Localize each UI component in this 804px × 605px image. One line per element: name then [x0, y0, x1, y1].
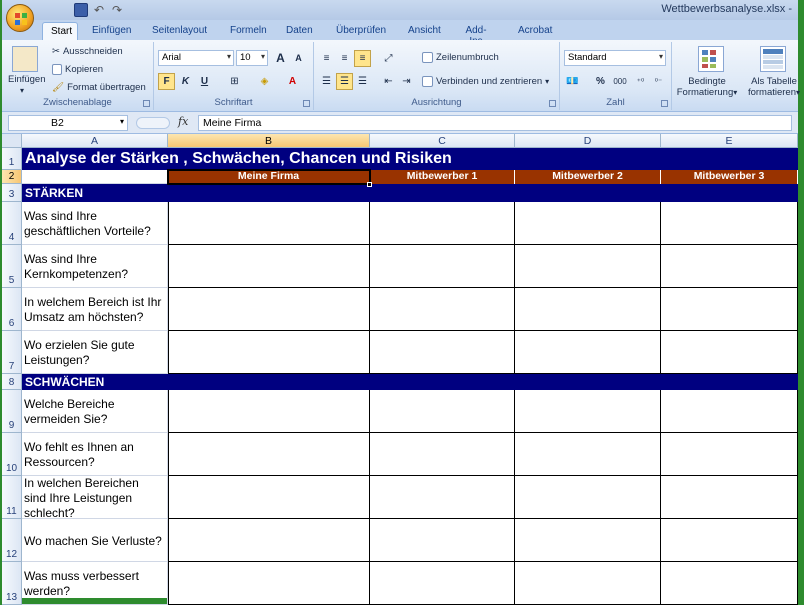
data-cell[interactable]: [661, 519, 798, 562]
merge-center-button[interactable]: Verbinden und zentrieren ▾: [422, 76, 549, 87]
row-header-2[interactable]: 2: [2, 170, 22, 184]
data-cell[interactable]: [661, 245, 798, 288]
chevron-down-icon: ▾: [658, 52, 663, 61]
data-cell[interactable]: [661, 331, 798, 374]
question-cell[interactable]: Was sind Ihre Kernkompetenzen?: [22, 245, 168, 288]
align-bottom-icon[interactable]: ≡: [354, 50, 371, 67]
data-cell[interactable]: [370, 390, 515, 433]
align-left-icon[interactable]: ☰: [322, 76, 331, 87]
underline-button[interactable]: U: [200, 76, 209, 87]
align-middle-icon[interactable]: ≡: [341, 53, 348, 64]
name-box[interactable]: B2 ▾: [8, 115, 128, 131]
data-cell[interactable]: [168, 433, 370, 476]
cut-button[interactable]: ✂ Ausschneiden: [52, 46, 123, 57]
font-size-select[interactable]: 10 ▾: [236, 50, 268, 66]
data-cell[interactable]: [370, 519, 515, 562]
data-cell[interactable]: [515, 288, 661, 331]
data-cell[interactable]: [370, 433, 515, 476]
group-alignment: [314, 42, 560, 110]
copy-button[interactable]: Kopieren: [52, 64, 103, 75]
question-cell[interactable]: In welchen Bereichen sind Ihre Leistungen schlecht?: [22, 476, 168, 519]
select-all-corner[interactable]: [2, 134, 22, 148]
group-styles: [672, 42, 801, 110]
wrap-text-button[interactable]: Zeilenumbruch: [422, 52, 499, 63]
bold-button[interactable]: F: [158, 73, 175, 90]
grow-font-button[interactable]: A: [276, 51, 285, 65]
data-cell[interactable]: [515, 433, 661, 476]
office-button[interactable]: [6, 4, 34, 32]
row-header-6[interactable]: 6: [2, 288, 22, 331]
chevron-down-icon: ▾: [260, 52, 265, 61]
data-cell[interactable]: [168, 288, 370, 331]
alignment-group-label: Ausrichtung: [411, 97, 462, 108]
column-header-c[interactable]: C: [370, 134, 515, 148]
format-as-table-icon: [760, 46, 786, 72]
data-cell[interactable]: [370, 202, 515, 245]
conditional-formatting-icon: [698, 46, 724, 72]
decrease-decimal-icon[interactable]: ⁰⁻: [654, 77, 663, 86]
data-cell[interactable]: [168, 331, 370, 374]
conditional-formatting-button[interactable]: Bedingte Formatierung▾: [676, 76, 738, 98]
align-top-icon[interactable]: ≡: [323, 53, 330, 64]
data-cell[interactable]: [168, 245, 370, 288]
merge-icon: [422, 76, 433, 87]
save-icon[interactable]: [74, 3, 88, 17]
data-cell[interactable]: [168, 519, 370, 562]
section-weaknesses[interactable]: SCHWÄCHEN: [22, 374, 798, 390]
redo-icon[interactable]: ↷: [111, 3, 123, 17]
tab-ansicht[interactable]: Ansicht: [408, 25, 441, 36]
thousands-button[interactable]: 000: [613, 77, 627, 86]
data-cell[interactable]: [515, 476, 661, 519]
tab-acrobat[interactable]: Acrobat: [518, 25, 553, 36]
format-painter-button[interactable]: 🖌 Format übertragen: [52, 82, 146, 93]
group-font: [154, 42, 314, 110]
cell-selection: [167, 169, 371, 185]
header-mitbewerber-1[interactable]: Mitbewerber 1: [370, 170, 515, 184]
row-header-7[interactable]: 7: [2, 331, 22, 374]
table-icon: [761, 47, 785, 71]
window-title: Wettbewerbsanalyse.xlsx -: [661, 3, 792, 15]
question-cell[interactable]: Wo machen Sie Verluste?: [22, 519, 168, 562]
currency-icon[interactable]: 💶: [566, 76, 579, 87]
fill-color-icon[interactable]: ◈: [260, 76, 269, 87]
increase-decimal-icon[interactable]: ⁺⁰: [636, 77, 645, 86]
number-group-label: Zahl: [606, 97, 625, 108]
row-header-12[interactable]: 12: [2, 519, 22, 562]
align-right-icon[interactable]: ☰: [358, 76, 367, 87]
data-cell[interactable]: [168, 390, 370, 433]
fill-handle[interactable]: [367, 182, 372, 187]
data-cell[interactable]: [168, 562, 370, 605]
paste-button[interactable]: Einfügen: [8, 74, 46, 85]
number-launcher-icon[interactable]: [661, 100, 668, 107]
number-format-select[interactable]: Standard ▾: [564, 50, 666, 66]
data-cell[interactable]: [515, 390, 661, 433]
question-cell[interactable]: Welche Bereiche vermeiden Sie?: [22, 390, 168, 433]
row-header-11[interactable]: 11: [2, 476, 22, 519]
group-number: [560, 42, 672, 110]
question-cell[interactable]: Wo fehlt es Ihnen an Ressourcen?: [22, 433, 168, 476]
question-cell[interactable]: Was muss verbessert werden?: [22, 562, 168, 605]
chevron-down-icon: ▾: [226, 52, 231, 61]
cell-a2[interactable]: [22, 170, 168, 184]
section-strengths[interactable]: STÄRKEN: [22, 184, 798, 202]
grid-icon: [699, 47, 723, 71]
column-header-d[interactable]: D: [515, 134, 661, 148]
align-center-icon[interactable]: ☰: [336, 73, 353, 90]
tab-daten[interactable]: Daten: [286, 25, 313, 36]
column-header-b[interactable]: B: [168, 134, 370, 148]
formula-splitter[interactable]: [136, 117, 170, 129]
question-cell[interactable]: Was sind Ihre geschäftlichen Vorteile?: [22, 202, 168, 245]
formula-bar: [2, 112, 798, 134]
row-header-10[interactable]: 10: [2, 433, 22, 476]
column-header-a[interactable]: A: [22, 134, 168, 148]
wrap-text-icon: [422, 52, 433, 63]
spreadsheet-grid: [2, 134, 798, 603]
tab-ueberpruefen[interactable]: Überprüfen: [336, 25, 387, 36]
ribbon: [2, 40, 801, 112]
data-cell[interactable]: [515, 245, 661, 288]
percent-button[interactable]: %: [596, 76, 605, 87]
question-cell[interactable]: In welchem Bereich ist Ihr Umsatz am höchsten?: [22, 288, 168, 331]
tab-formeln[interactable]: Formeln: [230, 25, 267, 36]
scissors-icon: ✂: [52, 46, 60, 57]
question-cell[interactable]: Wo erzielen Sie gute Leistungen?: [22, 331, 168, 374]
row-header-9[interactable]: 9: [2, 390, 22, 433]
quick-access-toolbar: [40, 3, 124, 17]
italic-button[interactable]: K: [181, 76, 190, 87]
data-cell[interactable]: [168, 476, 370, 519]
header-mitbewerber-3[interactable]: Mitbewerber 3: [661, 170, 798, 184]
paste-dropdown-icon[interactable]: ▾: [20, 86, 25, 95]
data-cell[interactable]: [661, 390, 798, 433]
tab-start[interactable]: Start: [42, 22, 78, 40]
excel-window: [2, 0, 801, 603]
font-name-select[interactable]: Arial ▾: [158, 50, 234, 66]
data-cell[interactable]: [515, 202, 661, 245]
data-cell[interactable]: [661, 288, 798, 331]
data-cell[interactable]: [661, 476, 798, 519]
header-meine-firma[interactable]: Meine Firma: [168, 170, 370, 184]
tab-einfuegen[interactable]: Einfügen: [92, 25, 132, 36]
font-group-label: Schriftart: [214, 97, 253, 108]
data-cell[interactable]: [370, 562, 515, 605]
brush-icon: 🖌: [52, 82, 65, 93]
alignment-launcher-icon[interactable]: [549, 100, 556, 107]
font-color-icon[interactable]: A: [288, 76, 297, 87]
data-cell[interactable]: [661, 202, 798, 245]
row-header-3[interactable]: 3: [2, 184, 22, 202]
data-cell[interactable]: [370, 288, 515, 331]
row-header-4[interactable]: 4: [2, 202, 22, 245]
row-header-1[interactable]: 1: [2, 148, 22, 170]
formula-input[interactable]: Meine Firma: [198, 115, 792, 131]
clipboard-launcher-icon[interactable]: [143, 100, 150, 107]
data-cell[interactable]: [168, 202, 370, 245]
row-header-13[interactable]: 13: [2, 562, 22, 605]
group-clipboard: [2, 42, 154, 110]
row-header-8[interactable]: 8: [2, 374, 22, 390]
tab-addins[interactable]: Add-: [465, 25, 487, 36]
chevron-down-icon: ▾: [119, 117, 124, 126]
data-cell[interactable]: [661, 433, 798, 476]
row-header-5[interactable]: 5: [2, 245, 22, 288]
header-mitbewerber-2[interactable]: Mitbewerber 2: [515, 170, 661, 184]
ribbon-tabs: [2, 20, 798, 40]
shrink-font-button[interactable]: A: [295, 53, 302, 63]
data-cell[interactable]: [370, 476, 515, 519]
increase-indent-icon[interactable]: ⇥: [402, 76, 411, 87]
orientation-icon[interactable]: ⤢: [384, 53, 393, 64]
column-header-e[interactable]: E: [661, 134, 798, 148]
data-cell[interactable]: [370, 245, 515, 288]
data-cell[interactable]: [515, 519, 661, 562]
title-bar: [2, 0, 798, 20]
chevron-down-icon: ▾: [545, 77, 550, 86]
office-logo-icon: [14, 12, 28, 26]
tab-seitenlayout[interactable]: Seitenlayout: [152, 25, 208, 36]
copy-icon: [52, 64, 62, 75]
sheet-title[interactable]: Analyse der Stärken , Schwächen, Chancen und Risiken: [22, 148, 798, 170]
data-cell[interactable]: [515, 562, 661, 605]
data-cell[interactable]: [515, 331, 661, 374]
border-icon[interactable]: ⊞: [230, 76, 239, 87]
insert-function-icon[interactable]: fx: [178, 115, 189, 128]
clipboard-group-label: Zwischenablage: [43, 97, 112, 108]
format-as-table-button[interactable]: Als Tabelle formatieren▾: [747, 76, 801, 98]
data-cell[interactable]: [661, 562, 798, 605]
undo-icon[interactable]: ↶: [93, 3, 105, 17]
font-launcher-icon[interactable]: [303, 100, 310, 107]
decrease-indent-icon[interactable]: ⇤: [384, 76, 393, 87]
paste-icon: [12, 46, 38, 72]
data-cell[interactable]: [370, 331, 515, 374]
